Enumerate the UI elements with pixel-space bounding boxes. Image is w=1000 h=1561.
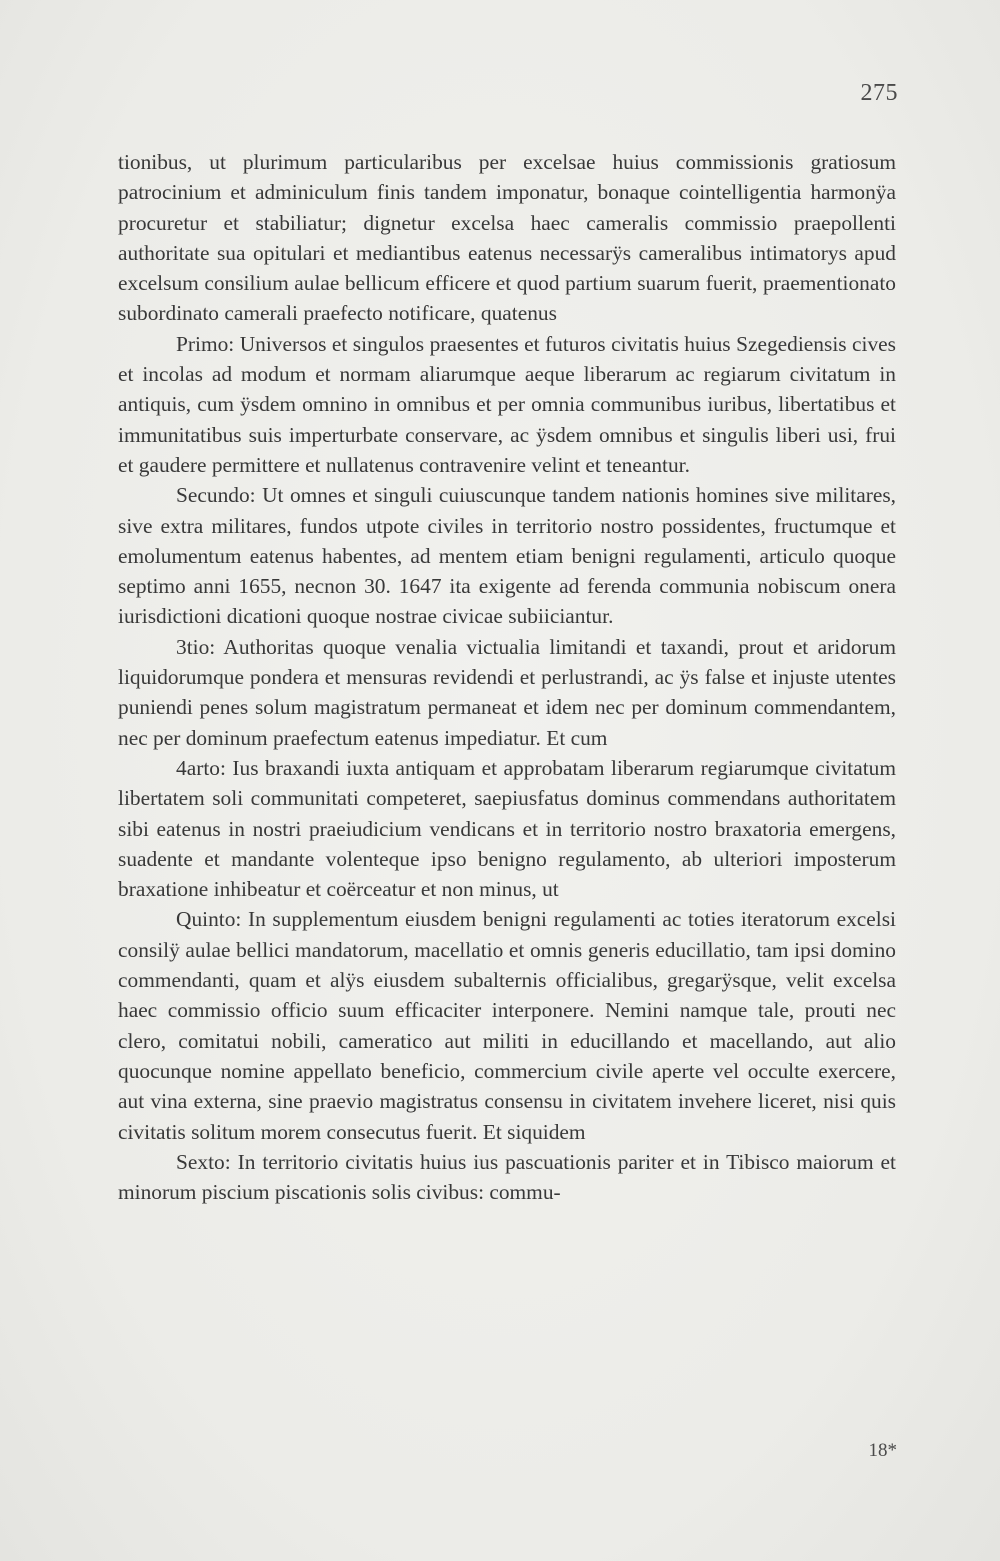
body-text	[118, 147, 896, 1207]
signature-mark: 18*	[868, 1440, 897, 1461]
paragraph-tertio: 3tio: Authoritas quoque venalia victualia limitandi et taxandi, prout et aridorum liquidorumque pondera et mensuras revidendi et perlustrandi, ac ÿs false et injuste utentes puniendi penes solum magistratum permaneat et idem nec per dominum commendantem, nec per dominum praefectum eatenus impediatur. Et cum	[118, 634, 896, 750]
paragraph-quarto: 4arto: Ius braxandi iuxta antiquam et approbatam liberarum regiarumque civitatum libertatem soli communitati competeret, saepiusfatus dominus commendans authoritatem sibi eatenus in nostri praeiudicium vendicans et in territorio nostro braxatoria emergens, suadente et mandante volenteque ipso benigno regulamento, ab ulteriori imposterum braxatione inhibeatur et coërceatur et non minus, ut	[118, 755, 896, 902]
paragraph-sexto: Sexto: In territorio civitatis huius ius pascuationis pariter et in Tibisco maiorum et minorum piscium piscationis solis civibus: commu-	[118, 1149, 896, 1205]
paragraph-quinto: Quinto: In supplementum eiusdem benigni regulamenti ac toties iteratorum excelsi consilÿ aulae bellici mandatorum, macellatio et omnis generis educillatio, tam ipsi domino commendanti, quam et alÿs eiusdem subalternis officialibus, gregarÿsque, velit excelsa haec commissio officio suum efficaciter interponere. Nemini namque tale, prouti nec clero, comitatui nobili, cameratico aut militi in educillando et macellando, aut alio quocunque nomine appellato beneficio, commercium civile aperte vel occulte exercere, aut vina externa, sine praevio magistratus consensu in civitatem invehere liceret, nisi quis civitatis solitum morem consecutus fuerit. Et siquidem	[118, 907, 896, 1144]
paragraph-primo: Primo: Universos et singulos praesentes et futuros civitatis huius Szegediensis cives et incolas ad modum et normam aliarumque aeque liberarum ac regiarum civitatum in antiquis, cum ÿsdem omnino in omnibus et per omnia communibus iuribus, libertatibus et immunitatibus suis imperturbate conservare, ac ÿsdem omnibus et singulis liberi usi, frui et gaudere permittere et nullatenus contravenire velint et teneantur.	[118, 331, 896, 477]
paragraph-continuation: tionibus, ut plurimum particularibus per excelsae huius commissionis gratiosum patrocinium et adminiculum finis tandem imponatur, bonaque cointelligentia harmonÿa procuretur et stabiliatur; dignetur excelsa haec cameralis commissio praepollenti authoritate sua opitulari et mediantibus eatenus necessarÿs cameralibus intimatorys apud excelsum consilium aulae bellicum efficere et quod partium suarum fuerit, praementionato subordinato camerali praefecto notificare, quatenus	[118, 150, 896, 326]
page-number: 275	[860, 80, 898, 106]
paragraph-secundo: Secundo: Ut omnes et singuli cuiuscunque tandem nationis homines sive militares, sive extra militares, fundos utpote civiles in territorio nostro possidentes, fructumque et emolumentum eatenus habentes, ad mentem etiam benigni regulamenti, articulo quoque septimo anni 1655, necnon 30. 1647 ita exigente ad ferenda communia nobiscum onera iurisdictioni dicationi quoque nostrae civicae subiiciantur.	[118, 483, 896, 629]
